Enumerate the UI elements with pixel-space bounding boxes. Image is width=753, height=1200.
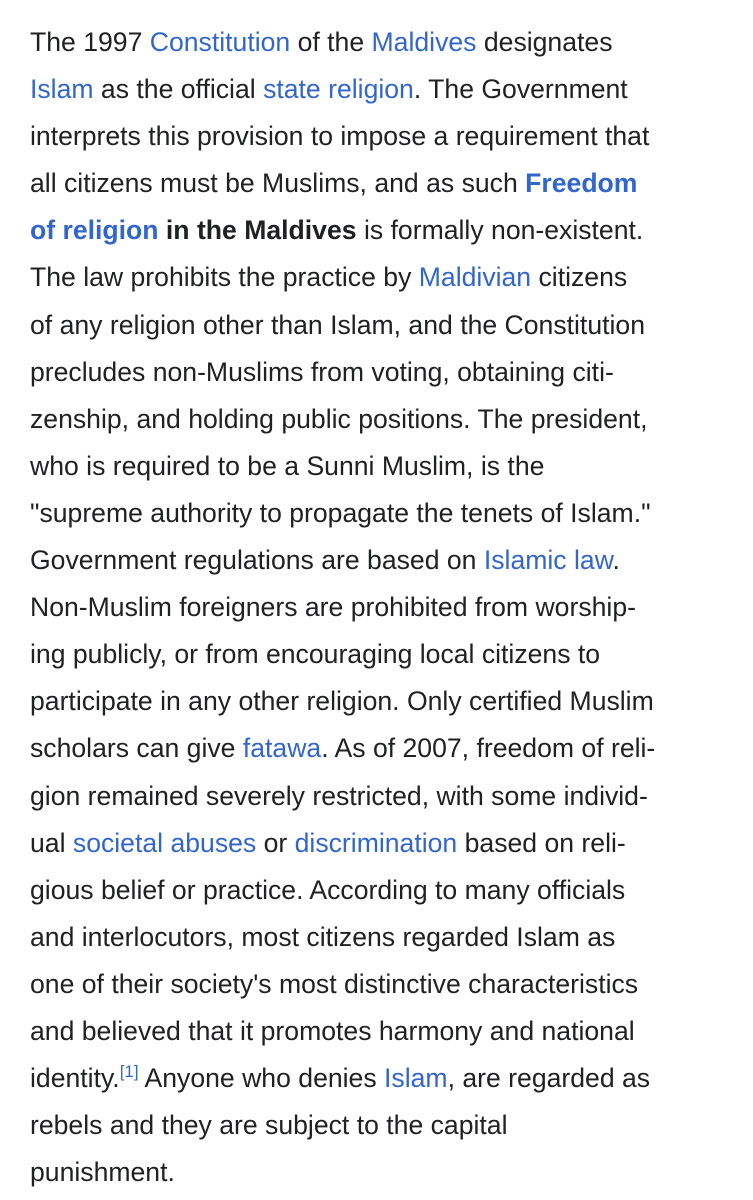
body-text: The 1997 — [30, 27, 150, 57]
link-societal-abuses[interactable]: societal abuses — [72, 827, 257, 858]
link-maldivian[interactable]: Maldivian — [418, 262, 532, 293]
body-text: . — [612, 545, 620, 576]
text-line — [30, 867, 733, 914]
text-line — [30, 19, 733, 66]
body-text: rebels and they are subject to the capital — [30, 1110, 508, 1141]
body-text: , are regarded as — [447, 1063, 651, 1094]
text-line — [30, 443, 733, 490]
body-text: one of their society's most distinctive characteristics — [30, 968, 639, 999]
link-state-religion[interactable]: state religion — [263, 74, 414, 105]
body-text: scholars can give — [30, 733, 243, 764]
text-line — [30, 961, 733, 1008]
link-discrimination[interactable]: discrimination — [294, 827, 458, 858]
body-text: and interlocutors, most citizens regarded Islam as — [30, 921, 616, 952]
body-text: of any religion other than Islam, and the Constitution — [30, 309, 645, 340]
article-paragraph — [30, 19, 733, 1196]
body-text: gion remained severely restricted, with some individ- — [30, 780, 648, 811]
link-constitution[interactable]: Constitution — [149, 27, 291, 57]
body-text: The law prohibits the practice by — [30, 262, 419, 293]
body-text: and believed that it promotes harmony and national — [30, 1015, 635, 1046]
text-line — [30, 584, 733, 631]
body-text: . As of 2007, freedom of reli- — [321, 733, 656, 764]
link-of-religion[interactable]: of religion — [30, 215, 159, 246]
link-maldives[interactable]: Maldives — [371, 27, 477, 57]
body-text: Non-Muslim foreigners are prohibited from worship- — [30, 592, 636, 623]
body-text: precludes non-Muslims from voting, obtaining citi- — [30, 356, 614, 387]
link-freedom[interactable]: Freedom — [525, 168, 638, 199]
body-text: . The Government — [413, 74, 628, 105]
body-text: ing publicly, or from encouraging local citizens to — [30, 639, 601, 670]
text-line — [30, 1008, 733, 1055]
link-fatawa[interactable]: fatawa — [242, 733, 322, 764]
text-line — [30, 207, 733, 254]
body-text: designates — [476, 27, 613, 57]
body-text: interprets this provision to impose a requirement that — [30, 121, 650, 152]
body-text: citizens — [531, 262, 628, 293]
text-line — [30, 396, 733, 443]
body-text: participate in any other religion. Only certified Muslim — [30, 686, 654, 717]
text-line — [30, 820, 733, 867]
text-line — [30, 160, 733, 207]
reference-citation-link[interactable]: [1] — [119, 1062, 139, 1082]
text-line — [30, 302, 733, 349]
text-line — [30, 773, 733, 820]
body-text: Government regulations are based on — [30, 545, 484, 576]
text-line — [30, 113, 733, 160]
text-line — [30, 1102, 733, 1149]
bold-text: in the Maldives — [158, 215, 357, 246]
text-line — [30, 1055, 733, 1102]
body-text: Anyone who denies — [138, 1063, 385, 1094]
text-line — [30, 537, 733, 584]
link-islamic-law[interactable]: Islamic law — [483, 545, 613, 576]
text-line — [30, 914, 733, 961]
text-line — [30, 725, 733, 772]
link-islam[interactable]: Islam — [30, 74, 94, 105]
text-line — [30, 254, 733, 301]
body-text: identity. — [30, 1063, 120, 1094]
body-text: ual — [30, 827, 73, 858]
body-text: or — [256, 827, 295, 858]
text-line — [30, 66, 733, 113]
body-text: "supreme authority to propagate the tenets of Islam." — [30, 497, 651, 528]
body-text: gious belief or practice. According to many officials — [30, 874, 626, 905]
link-islam[interactable]: Islam — [384, 1063, 448, 1094]
body-text: as the official — [93, 74, 264, 105]
text-line — [30, 490, 733, 537]
body-text: is formally non-existent. — [356, 215, 644, 246]
body-text: punishment. — [30, 1157, 175, 1188]
body-text: of the — [290, 27, 372, 57]
text-line — [30, 631, 733, 678]
text-line — [30, 349, 733, 396]
body-text: based on reli- — [457, 827, 626, 858]
text-line — [30, 1149, 733, 1196]
body-text: all citizens must be Muslims, and as such — [30, 168, 526, 199]
text-line — [30, 678, 733, 725]
body-text: zenship, and holding public positions. The president, — [30, 403, 648, 434]
body-text: who is required to be a Sunni Muslim, is the — [30, 450, 545, 481]
